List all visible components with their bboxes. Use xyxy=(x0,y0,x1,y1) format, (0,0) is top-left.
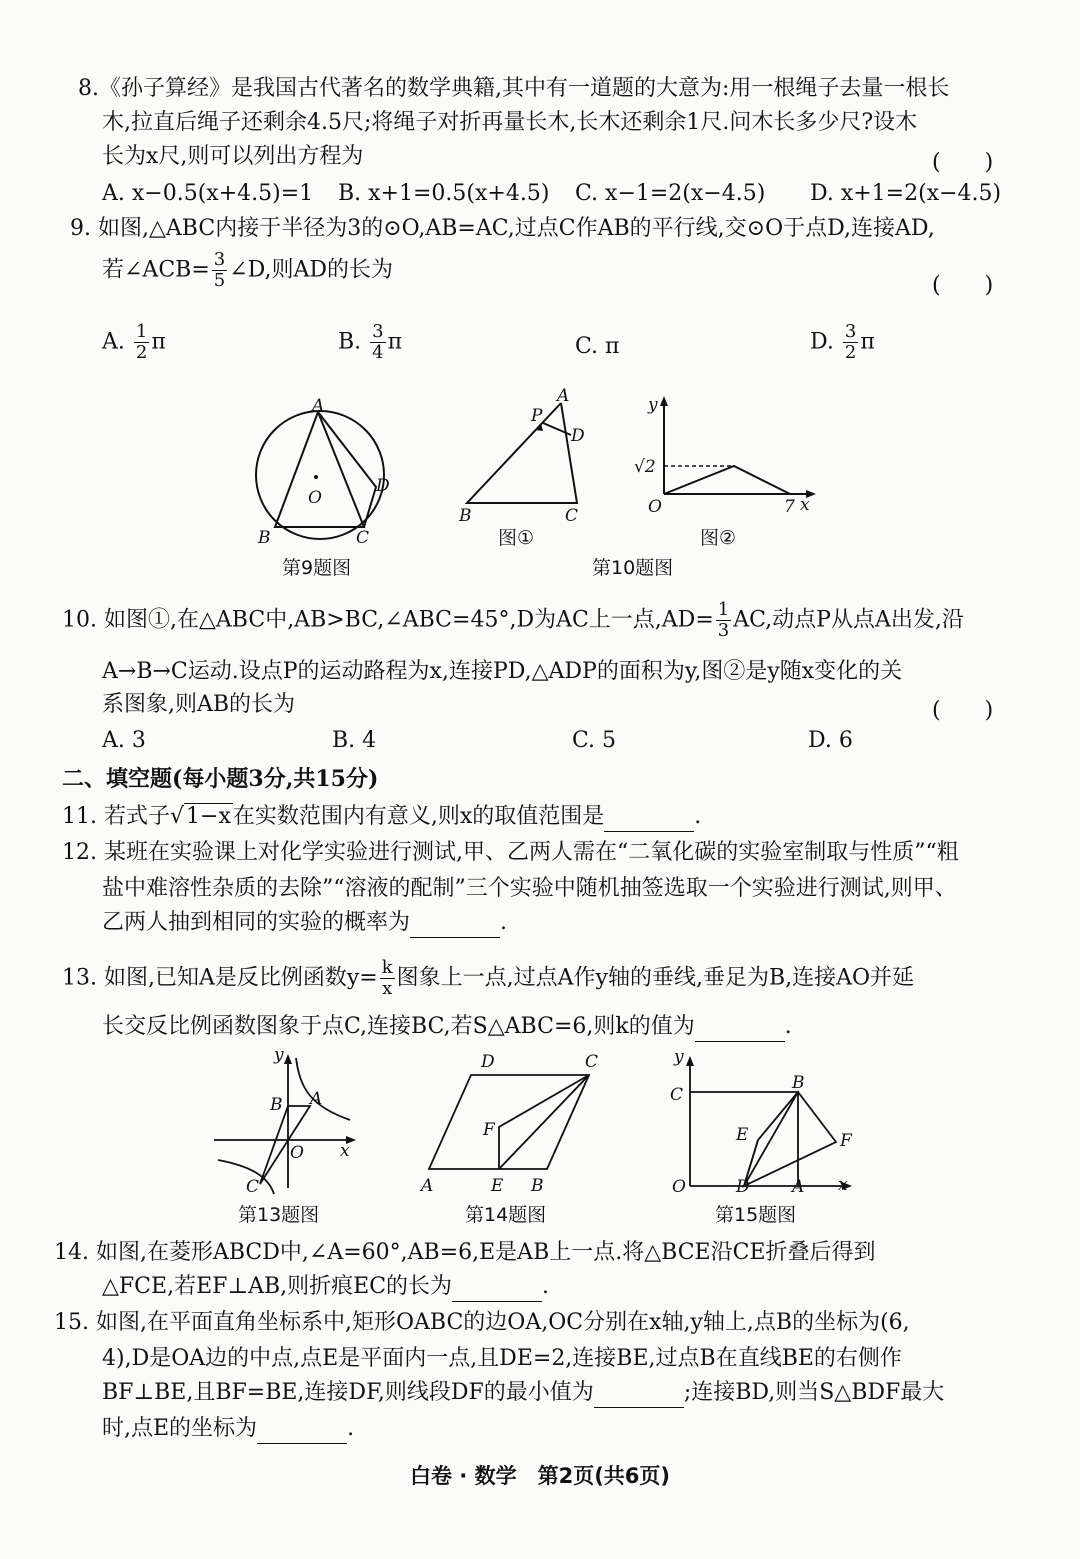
q9-line1: 9. 如图,△ABC内接于半径为3的⊙O,AB=AC,过点C作AB的平行线,交⊙O于点D,连接AD, xyxy=(70,216,935,241)
q9-option-b-frac xyxy=(370,322,385,363)
q10a-label-d: D xyxy=(571,426,585,446)
q10-triangle xyxy=(467,403,577,503)
q10-line1-post: AC,动点P从点A出发,沿 xyxy=(733,607,964,633)
q12-line3 xyxy=(102,908,507,938)
q10-frac-numerator: 1 xyxy=(717,599,730,620)
q13-line1-post: 图象上一点,过点A作y轴的垂线,垂足为B,连接AO并延 xyxy=(396,965,915,991)
q15-segments xyxy=(744,1092,836,1186)
q11-post: 在实数范围内有意义,则x的取值范围是 xyxy=(232,804,605,829)
q14-label-f: F xyxy=(483,1120,495,1140)
q10-line2: A→B→C运动.设点P的运动路程为x,连接PD,△ADP的面积为y,图②是y随x变化的关 xyxy=(102,659,903,684)
q9-figure-caption: 第9题图 xyxy=(282,557,352,579)
q9-segments-ad-cd xyxy=(318,412,376,527)
q11-pre: 11. 若式子 xyxy=(62,804,170,829)
q10-figure1-caption: 图① xyxy=(498,527,535,549)
q10b-label-7: 7 xyxy=(784,497,795,517)
q15-figure-caption: 第15题图 xyxy=(715,1204,797,1226)
q13-label-a: A xyxy=(310,1089,323,1109)
q9-option-c: C. π xyxy=(575,334,620,359)
q8-line3: 长为x尺,则可以列出方程为 xyxy=(102,144,364,169)
q9-option-a xyxy=(102,322,166,363)
q9-label-a: A xyxy=(312,396,325,416)
q13-end: . xyxy=(784,1014,792,1039)
q14-label-b: B xyxy=(531,1176,544,1196)
q15-answer-blank-1 xyxy=(594,1385,684,1408)
q10-line1-pre: 10. 如图①,在△ABC中,AB>BC,∠ABC=45°,D为AC上一点,AD= xyxy=(62,607,714,633)
q9-option-a-pi: π xyxy=(151,329,166,355)
q9-option-b-den: 4 xyxy=(372,342,384,363)
q15-label-y: y xyxy=(674,1050,684,1067)
q12-answer-blank xyxy=(410,915,500,938)
q14-label-a: A xyxy=(421,1176,434,1196)
q9-frac-numerator: 3 xyxy=(213,249,226,270)
q9-option-d-pi: π xyxy=(860,329,875,355)
q10b-label-y: y xyxy=(648,395,658,415)
q9-option-a-den: 2 xyxy=(135,342,148,363)
q8-option-b: B. x+1=0.5(x+4.5) xyxy=(338,181,550,206)
q9-label-b: B xyxy=(258,528,271,548)
q9-option-b xyxy=(338,322,402,363)
q15-label-c: C xyxy=(670,1085,684,1105)
q15-line3-pre: BF⊥BE,且BF=BE,连接DF,则线段DF的最小值为 xyxy=(102,1380,594,1405)
q15-line4-pre: 时,点E的坐标为 xyxy=(102,1416,258,1441)
q11-sqrt-content: 1−x xyxy=(186,804,231,829)
q15-line3-post: ;连接BD,则当S△BDF最大 xyxy=(683,1380,945,1405)
q10-answer-paren: ( ) xyxy=(932,698,994,723)
q14-line2-text: △FCE,若EF⊥AB,则折痕EC的长为 xyxy=(102,1274,453,1299)
q8-option-a: A. x−0.5(x+4.5)=1 xyxy=(102,181,314,206)
q10-option-b: B. 4 xyxy=(332,728,377,753)
q13-label-x: x xyxy=(340,1141,350,1161)
figure-q14 xyxy=(415,1045,610,1197)
q9-label-c: C xyxy=(356,528,370,548)
q15-line2: 4),D是OA边的中点,点E是平面内一点,且DE=2,连接BE,过点B在直线BE的右侧作 xyxy=(102,1346,902,1371)
q10a-label-c: C xyxy=(565,506,579,525)
q13-label-o: O xyxy=(290,1143,304,1163)
q8-answer-paren: ( ) xyxy=(932,150,994,175)
q13-fraction xyxy=(380,958,395,999)
q11-answer-blank xyxy=(604,809,694,832)
q10-option-c: C. 5 xyxy=(572,728,617,753)
q14-end: . xyxy=(542,1274,550,1299)
q10-figure2-caption: 图② xyxy=(700,527,737,549)
q9-option-b-pi: π xyxy=(387,329,403,355)
q13-line2 xyxy=(102,1012,792,1042)
q10-line3: 系图象,则AB的长为 xyxy=(102,692,296,717)
q10-figure-caption: 第10题图 xyxy=(592,557,674,579)
q14-line2 xyxy=(102,1272,549,1302)
q9-option-b-num: 3 xyxy=(372,321,384,342)
q13-answer-blank xyxy=(695,1019,785,1042)
q13-line1 xyxy=(62,958,914,999)
q10a-label-a: A xyxy=(557,386,570,406)
q13-label-y: y xyxy=(274,1048,284,1065)
q15-label-b: B xyxy=(792,1073,805,1093)
q14-label-e: E xyxy=(491,1176,504,1196)
q15-label-a: A xyxy=(792,1177,805,1195)
q10b-label-x: x xyxy=(800,495,810,515)
q13-y-arrow xyxy=(284,1054,292,1064)
q12-line1: 12. 某班在实验课上对化学实验进行测试,甲、乙两人需在“二氧化碳的实验室制取与性质”“粗 xyxy=(62,840,959,865)
q10b-graph xyxy=(664,466,790,494)
q15-label-f: F xyxy=(840,1131,852,1151)
q12-line2: 盐中难溶性杂质的去除”“溶液的配制”三个实验中随机抽签选取一个实验进行测试,则甲、 xyxy=(102,876,957,901)
q15-end: . xyxy=(347,1416,355,1441)
q15-label-x: x xyxy=(838,1175,848,1195)
q14-dashed-fold xyxy=(499,1075,589,1169)
q15-label-o: O xyxy=(672,1177,686,1195)
q10-fraction xyxy=(716,600,731,641)
q14-figure-caption: 第14题图 xyxy=(465,1204,547,1226)
q9-option-a-num: 1 xyxy=(135,321,148,342)
q13-frac-denominator: x xyxy=(382,978,393,999)
q14-label-d: D xyxy=(481,1052,495,1072)
q8-line1: 8.《孙子算经》是我国古代著名的数学典籍,其中有一道题的大意为:用一根绳子去量一根长 xyxy=(78,76,950,101)
q9-frac-denominator: 5 xyxy=(213,270,226,291)
q8-option-c: C. x−1=2(x−4.5) xyxy=(575,181,766,206)
q10b-label-sqrt2: √2 xyxy=(634,457,656,477)
q9-line2 xyxy=(102,250,393,291)
q10b-y-arrow xyxy=(660,396,668,406)
q14-answer-blank xyxy=(452,1279,542,1302)
q9-answer-paren: ( ) xyxy=(932,273,994,298)
q9-line2-post: ∠D,则AD的长为 xyxy=(229,257,394,283)
q10a-label-b: B xyxy=(459,506,472,525)
q15-line1: 15. 如图,在平面直角坐标系中,矩形OABC的边OA,OC分别在x轴,y轴上,点B的坐标为(6, xyxy=(54,1310,910,1335)
figure-q15 xyxy=(660,1050,860,1195)
q11-sqrt-sign: √ xyxy=(169,804,185,829)
q10-option-a: A. 3 xyxy=(102,728,146,753)
figure-q10-2 xyxy=(630,390,825,520)
figure-q9 xyxy=(240,395,410,550)
q13-label-c: C xyxy=(246,1177,260,1196)
q13-curve-q1 xyxy=(296,1058,350,1120)
q13-line2-text: 长交反比例函数图象于点C,连接BC,若S△ABC=6,则k的值为 xyxy=(102,1014,695,1039)
q13-label-b: B xyxy=(270,1095,283,1115)
q9-option-d-frac xyxy=(843,322,858,363)
q15-y-arrow xyxy=(686,1056,694,1066)
q8-line2: 木,拉直后绳子还剩余4.5尺;将绳子对折再量长木,长木还剩余1尺.问木长多少尺?设木 xyxy=(102,110,918,135)
q9-option-d xyxy=(810,322,875,363)
q10b-label-o: O xyxy=(648,497,662,517)
q9-option-d-num: 3 xyxy=(844,321,857,342)
q15-line4 xyxy=(102,1414,354,1444)
q10a-label-p: P xyxy=(531,406,543,426)
q9-circle xyxy=(256,411,384,539)
q12-line3-text: 乙两人抽到相同的实验的概率为 xyxy=(102,910,411,935)
q10-line1 xyxy=(62,600,964,641)
q15-line3 xyxy=(102,1378,944,1408)
q9-center-dot xyxy=(314,475,318,479)
section-fill-in-title: 二、填空题(每小题3分,共15分) xyxy=(62,766,379,792)
q13-line1-pre: 13. 如图,已知A是反比例函数y= xyxy=(62,965,378,991)
q10-segment-pd xyxy=(543,423,571,435)
q9-label-d: D xyxy=(376,476,390,496)
q13-frac-numerator: k xyxy=(381,957,393,978)
page-footer: 白卷 · 数学 第2页(共6页) xyxy=(409,1464,671,1488)
q9-label-o: O xyxy=(308,488,322,508)
q8-option-d: D. x+1=2(x−4.5) xyxy=(810,181,1002,206)
q15-label-e: E xyxy=(736,1125,749,1145)
q9-option-a-label: A. xyxy=(102,329,125,355)
q9-triangle xyxy=(275,412,364,527)
q9-line2-pre: 若∠ACB= xyxy=(102,257,210,283)
q10-option-d: D. 6 xyxy=(808,728,853,753)
figure-q13 xyxy=(210,1048,360,1196)
q13-figure-caption: 第13题图 xyxy=(238,1204,320,1226)
q9-option-d-den: 2 xyxy=(844,342,857,363)
q14-label-c: C xyxy=(585,1052,599,1072)
q15-label-d: D xyxy=(736,1177,750,1195)
q9-option-d-label: D. xyxy=(810,329,834,355)
q10-frac-denominator: 3 xyxy=(717,620,730,641)
q9-option-a-frac xyxy=(134,322,149,363)
q15-answer-blank-2 xyxy=(257,1421,347,1444)
q9-option-b-label: B. xyxy=(338,329,362,355)
q9-fraction xyxy=(212,250,227,291)
figure-q10-1 xyxy=(455,385,595,525)
q12-end: . xyxy=(500,910,508,935)
q11-line xyxy=(62,802,701,832)
q11-end: . xyxy=(694,804,702,829)
q14-line1: 14. 如图,在菱形ABCD中,∠A=60°,AB=6,E是AB上一点.将△BCE沿CE折叠后得到 xyxy=(54,1240,876,1265)
